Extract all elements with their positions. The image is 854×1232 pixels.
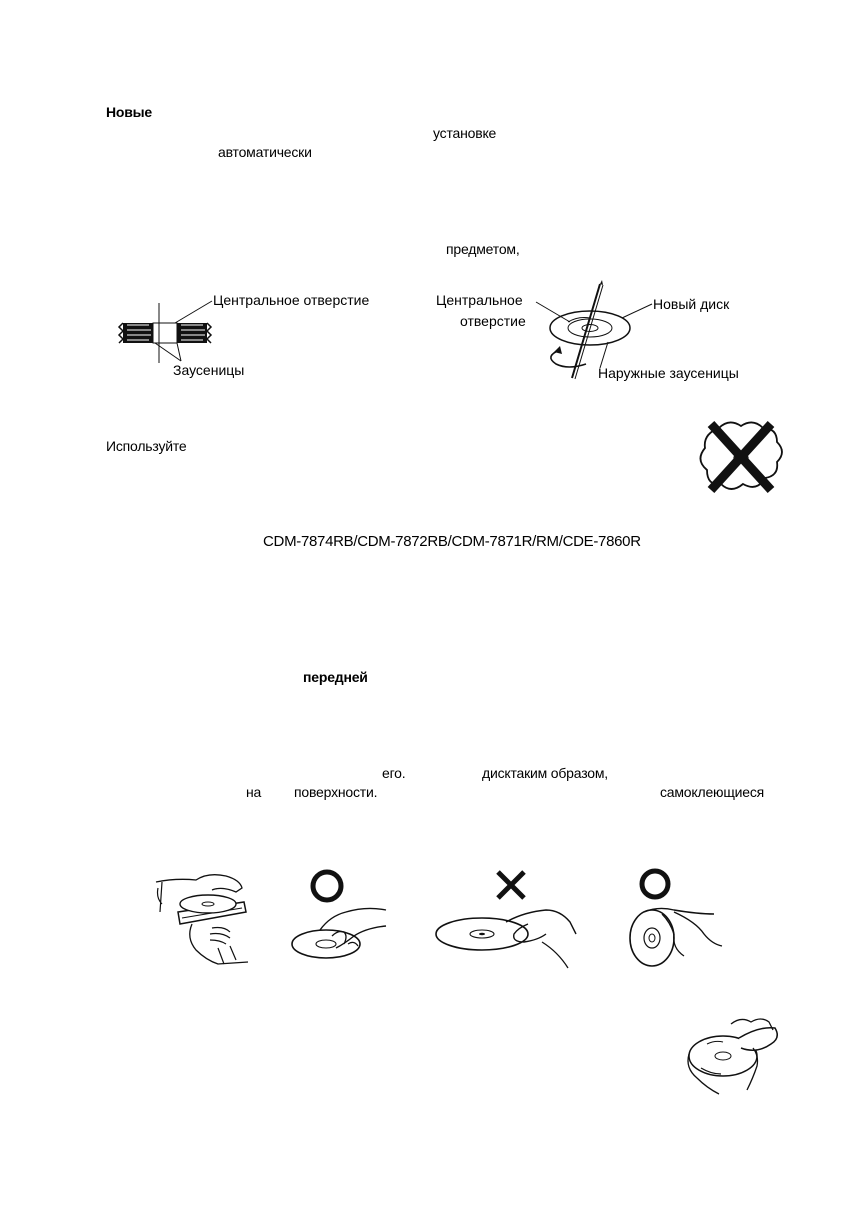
center-hole-label-line2: отверстие (460, 313, 526, 329)
text-peredney: передней (303, 669, 368, 685)
new-disc-label: Новый диск (653, 296, 730, 312)
remove-disc-from-case-illustration (152, 868, 252, 968)
outer-burrs-label: Наружные заусеницы (598, 365, 739, 381)
correct-edge-hold-illustration (622, 868, 732, 972)
burrs-label: Заусеницы (173, 362, 245, 378)
center-hole-label: Центральное отверстие (213, 292, 370, 308)
wrong-hold-disc-illustration (432, 866, 582, 970)
text-na: на (246, 784, 262, 800)
burrs-cross-section-figure (115, 285, 405, 385)
text-ustanovke: установке (433, 125, 497, 141)
text-disk-takim: дисктаким образом, (482, 765, 608, 781)
center-hole-label-line1: Центральное (436, 292, 523, 308)
heading-new-discs: Новые (106, 104, 153, 120)
model-line: CDM-7874RB/CDM-7872RB/CDM-7871R/RM/CDE-7860R (263, 533, 641, 550)
text-samokleyushchiesya: самоклеющиеся (660, 784, 765, 800)
irregular-disc-crossed-icon (695, 418, 787, 496)
new-disc-figure (430, 280, 770, 390)
peel-label-illustration (683, 1014, 785, 1096)
text-ego: его. (382, 765, 406, 781)
text-predmetom: предметом, (446, 241, 520, 257)
correct-hold-disc-illustration (290, 870, 400, 970)
correct-mark-icon (313, 872, 341, 900)
text-avtomaticheski: автоматически (218, 144, 312, 160)
text-ispolzuyte: Используйте (106, 438, 187, 454)
text-poverkhnosti: поверхности. (294, 784, 378, 800)
